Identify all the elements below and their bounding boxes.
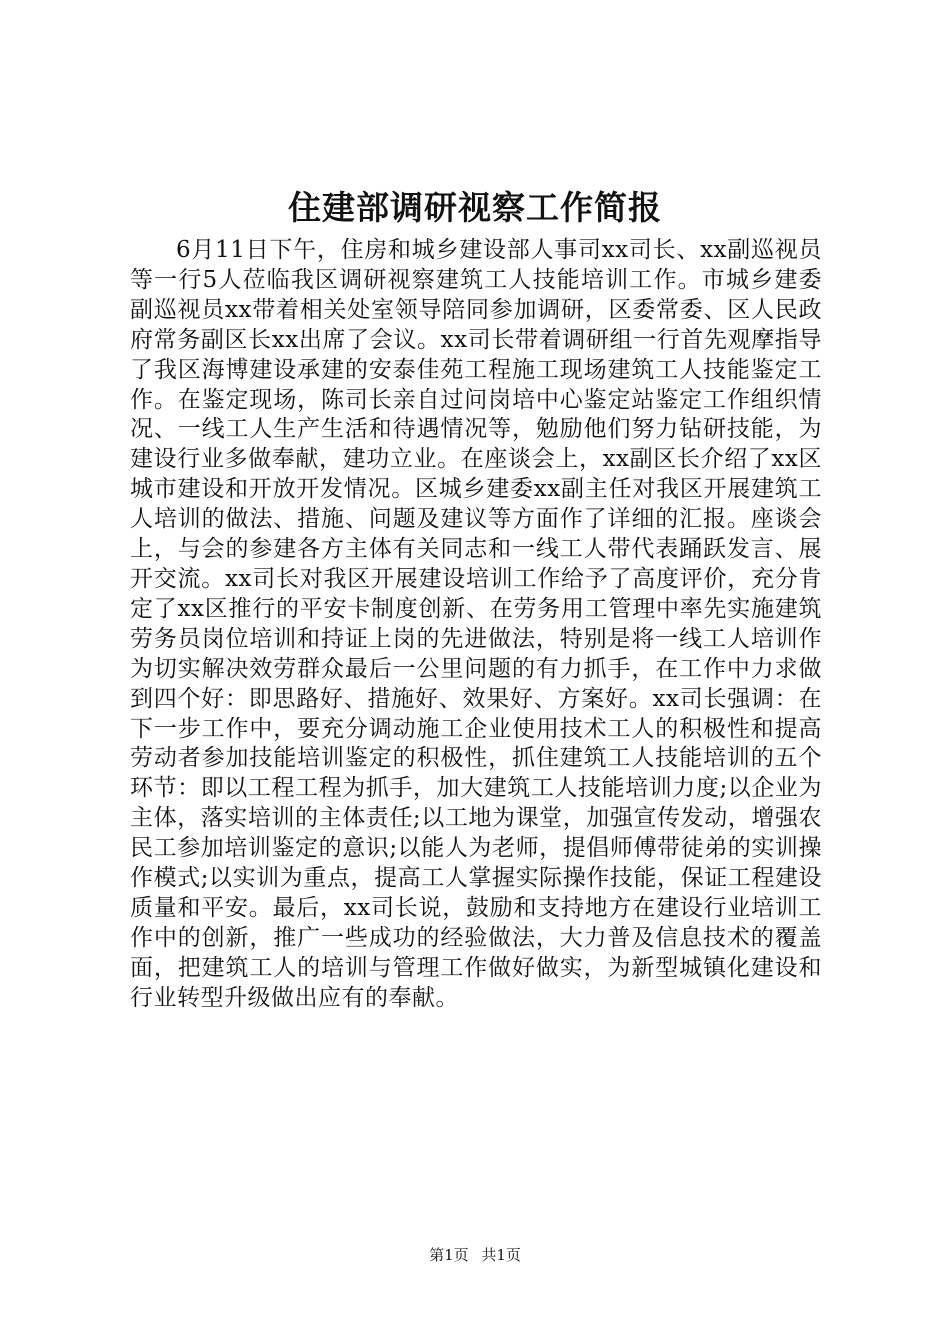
document-title: 住建部调研视察工作简报 xyxy=(288,188,662,227)
page-total: 共1页 xyxy=(481,1246,521,1264)
page-footer xyxy=(0,1245,950,1265)
page-number: 第1页 xyxy=(429,1246,469,1264)
body-paragraph: 6月11日下午，住房和城乡建设部人事司xx司长、xx副巡视员等一行5人莅临我区调研视察建筑工人技能培训工作。市城乡建委副巡视员xx带着相关处室领导陪同参加调研，区委常委、区人民政府常务副区长xx出席了会议。xx司长带着调研组一行首先观摩指导了我区海博建设承建的安泰佳苑工程施工现场建筑工人技能鉴定工作。在鉴定现场，陈司长亲自过问岗培中心鉴定站鉴定工作组织情况、一线工人生产生活和待遇情况等，勉励他们努力钻研技能，为建设行业多做奉献，建功立业。在座谈会上，xx副区长介绍了xx区城市建设和开放开发情况。区城乡建委xx副主任对我区开展建筑工人培训的做法、措施、问题及建议等方面作了详细的汇报。座谈会上，与会的参建各方主体有关同志和一线工人带代表踊跃发言、展开交流。xx司长对我区开展建设培训工作给予了高度评价，充分肯定了xx区推行的平安卡制度创新、在劳务用工管理中率先实施建筑劳务员岗位培训和持证上岗的先进做法，特别是将一线工人培训作为切实解决效劳群众最后一公里问题的有力抓手，在工作中力求做到四个好：即思路好、措施好、效果好、方案好。xx司长强调：在下一步工作中，要充分调动施工企业使用技术工人的积极性和提高劳动者参加技能培训鉴定的积极性，抓住建筑工人技能培训的五个环节：即以工程工程为抓手，加大建筑工人技能培训力度;以企业为主体，落实培训的主体责任;以工地为课堂，加强宣传发动，增强农民工参加培训鉴定的意识;以能人为老师，提倡师傅带徒弟的实训操作模式;以实训为重点，提高工人掌握实际操作技能，保证工程建设质量和平安。最后，xx司长说，鼓励和支持地方在建设行业培训工作中的创新，推广一些成功的经验做法，大力普及信息技术的覆盖面，把建筑工人的培训与管理工作做好做实，为新型城镇化建设和行业转型升级做出应有的奉献。 xyxy=(130,237,822,1011)
